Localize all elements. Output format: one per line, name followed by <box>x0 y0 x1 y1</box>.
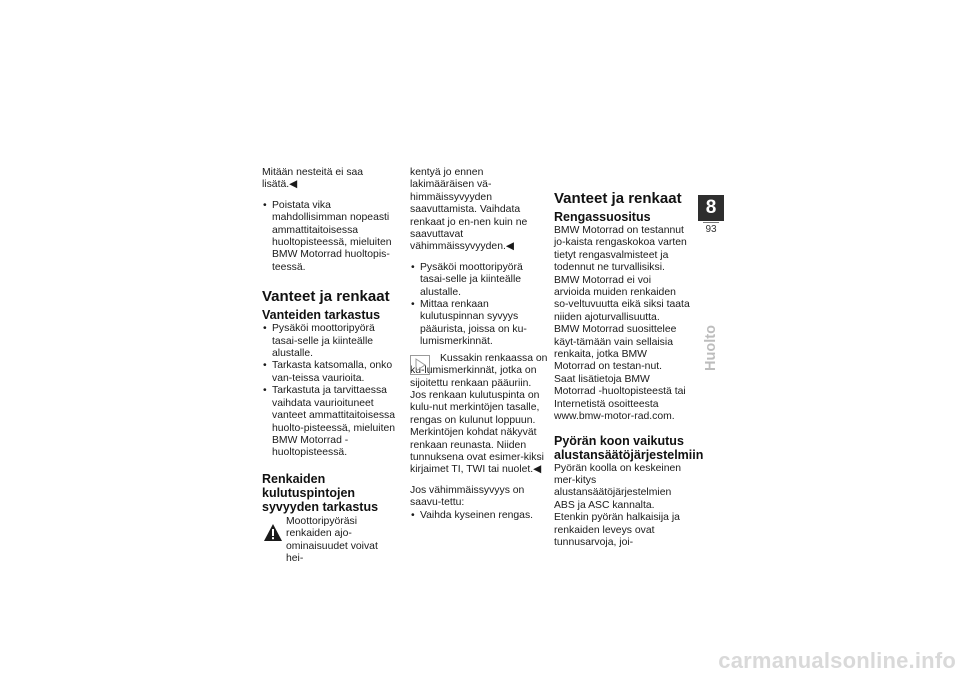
paragraph: BMW Motorrad suosittelee käyt-tämään vain sellaisia renkaita, jotka BMW Motorrad on testan-nut. <box>554 324 677 373</box>
note-play-icon <box>410 355 430 375</box>
inspection-bullet-list <box>262 323 398 459</box>
section-heading-rims-tyres: Vanteet ja renkaat <box>554 190 682 207</box>
list-item: • Pysäköi moottoripyörä tasai-selle ja kiinteälle alustalle. <box>262 323 398 360</box>
list-item: • Vaihda kyseinen rengas. <box>410 510 550 522</box>
note-box <box>410 353 550 385</box>
list-item: • Tarkasta katsomalla, onko van-teissa vaurioita. <box>262 360 398 385</box>
page-number: 93 <box>705 224 717 235</box>
section-label: Huolto <box>703 325 719 371</box>
column-1 <box>262 167 398 565</box>
warning-triangle-icon <box>264 524 282 541</box>
subheading-tread-depth: Renkaiden kulutuspintojen syvyyden tarkastus <box>262 471 379 514</box>
divider <box>703 222 719 223</box>
paragraph: Pyörän koolla on keskeinen mer-kitys alustansäätöjärjestelmien ABS ja ASC kannalta. Etenkin pyörän halkaisija ja renkaiden leveys ovat tunnusarvoja, joi- <box>554 462 682 548</box>
list-item: • Tarkastuta ja tarvittaessa vaihdata vaurioituneet vanteet ammattitaitoisessa huolto-pisteessä, mieluiten BMW Motorrad -huoltopisteessä. <box>262 385 398 459</box>
note-text: Kussakin renkaassa on ku-lumismerkinnät, jotka on sijoitettu renkaan pääuriin. Jos renkaan kulutuspinta on kulu-nut merkintöjen tasalle, rengas on kulunut loppuun. Merkintöjen kohdat näkyvät renkaan reunasta. Niiden tunnuksena ovat esimer-kiksi kirjaimet TI, TWI tai nuolet.◀ <box>410 352 548 476</box>
measure-bullet-list <box>410 262 550 349</box>
subheading-wheel-size-effect: Pyörän koon vaikutus alustansäätöjärjestelmiin <box>554 433 704 462</box>
intro-text: Mitään nesteitä ei saa lisätä.◀ <box>262 167 364 191</box>
watermark: carmanualsonline.info <box>718 648 956 673</box>
subheading-tyre-recommendation: Rengassuositus <box>554 210 651 224</box>
section-tab <box>702 318 720 378</box>
paragraph: Saat lisätietoja BMW Motorrad -huoltopisteestä tai Internetistä osoitteesta www.bmw-motor-rad.com. <box>554 373 686 423</box>
chapter-marker <box>698 195 724 247</box>
intro-bullet-list <box>262 200 398 274</box>
paragraph: kentyä jo ennen lakimääräisen vä-himmäissyvyyden saavuttamista. Vaihdata renkaat jo en-nen kuin ne saavuttavat vähimmäissyvyyden.◀ <box>410 167 528 253</box>
column-2 <box>410 167 550 522</box>
subheading-rim-inspection: Vanteiden tarkastus <box>262 308 381 323</box>
section-heading-rims-tyres: Vanteet ja renkaat <box>262 288 390 306</box>
warning-box <box>262 516 398 566</box>
list-item: • Pysäköi moottoripyörä tasai-selle ja kiinteälle alustalle. <box>410 262 550 299</box>
list-item: • Mittaa renkaan kulutuspinnan syvyys pääurista, joissa on ku-lumismerkinnät. <box>410 299 550 349</box>
chapter-number: 8 <box>698 195 724 221</box>
paragraph: Jos vähimmäissyvyys on saavu-tettu: <box>410 484 525 509</box>
warning-text: Moottoripyöräsi renkaiden ajo-ominaisuudet voivat hei- <box>286 515 378 564</box>
replace-bullet-list <box>410 510 550 522</box>
column-3 <box>554 167 704 549</box>
paragraph: BMW Motorrad on testannut jo-kaista rengaskokoa varten tietyt rengasvalmisteet ja todennut ne turvallisiksi. BMW Motorrad ei voi arvioida muiden renkaiden so-veltuvuutta eikä siksi taata niiden ajoturvallisuutta. <box>554 225 690 323</box>
list-item: • Poistata vika mahdollisimman nopeasti ammattitaitoisessa huoltopisteessä, mieluiten BMW Motorrad huoltopis-teessä. <box>262 200 398 274</box>
